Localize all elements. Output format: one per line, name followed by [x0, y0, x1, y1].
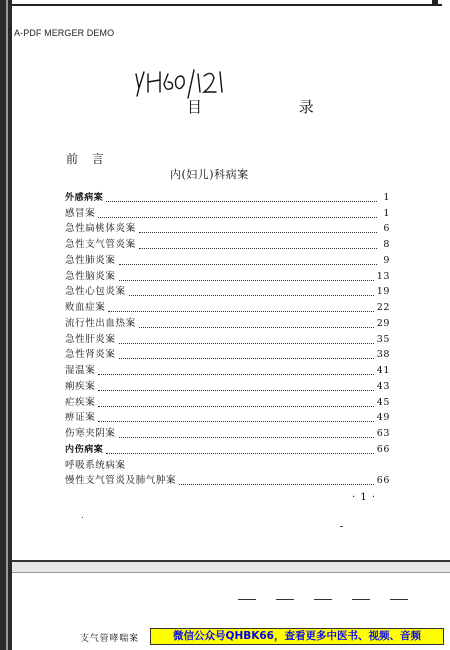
toc-label: 急性心包炎案 [65, 286, 126, 298]
toc-row [65, 235, 390, 251]
toc-row [65, 267, 390, 283]
toc-label: 痹证案 [65, 412, 96, 424]
toc-label: 急性脑炎案 [65, 270, 116, 282]
toc-leader-dots [98, 390, 373, 391]
toc-label: 慢性支气管炎及肺气肿案 [65, 475, 177, 487]
toc-label: 呼吸系统病案 [65, 459, 126, 471]
toc-page-number: 49 [376, 412, 390, 424]
toc-label: 痢疾案 [65, 380, 96, 392]
preface-heading: 前 言 [66, 152, 109, 166]
toc-row [65, 298, 390, 314]
toc-row [65, 424, 390, 440]
toc-leader-dots [139, 232, 377, 233]
toc-page-number: 63 [376, 428, 390, 439]
toc-leader-dots [106, 453, 373, 454]
toc-row [65, 361, 390, 377]
toc-leader-dots [98, 406, 373, 407]
toc-label: 急性肾炎案 [65, 349, 116, 361]
page-number: · 1 · [352, 492, 377, 503]
toc-row [65, 220, 390, 236]
toc-leader-dots [108, 311, 373, 312]
toc-page-number: 19 [376, 286, 390, 298]
toc-label: 败血症案 [65, 302, 106, 313]
toc-label: 外感病案 [65, 192, 104, 203]
toc-leader-dots [98, 374, 373, 375]
page-break [12, 560, 450, 573]
toc-leader-dots [119, 358, 374, 359]
toc-row [65, 377, 390, 393]
toc-label: 疟疾案 [65, 396, 96, 408]
toc-leader-dots [119, 280, 374, 281]
ad-banner[interactable]: 微信公众号QHBK66，查看更多中医书、视频、音频 [150, 628, 444, 645]
next-page-entry: 支气管哮喘案 [80, 634, 139, 644]
watermark-text: A-PDF MERGER DEMO [14, 28, 115, 38]
toc-leader-dots [119, 437, 374, 438]
toc-label: 伤寒夹阴案 [65, 428, 116, 439]
toc-label: 急性肝炎案 [65, 333, 116, 345]
table-of-contents [65, 188, 390, 487]
toc-page-number: 1 [383, 207, 390, 219]
toc-label: 急性肺炎案 [65, 254, 116, 266]
toc-row [65, 409, 390, 425]
toc-leader-dots [139, 248, 377, 249]
toc-label: 湿温案 [65, 365, 96, 376]
toc-leader-dots [106, 201, 377, 202]
toc-label: 内伤病案 [65, 444, 104, 455]
page-corner-mark [432, 0, 438, 4]
page-top-rule [12, 4, 442, 6]
toc-section-row [65, 440, 390, 456]
toc-leader-dots [139, 327, 374, 328]
toc-row [65, 346, 390, 362]
toc-page-number: 38 [376, 349, 390, 361]
toc-page-number: 29 [376, 317, 390, 329]
toc-leader-dots [98, 421, 373, 422]
toc-page-number: 22 [376, 302, 390, 313]
toc-leader-dots [98, 217, 377, 218]
toc-label: 急性支气管炎案 [65, 239, 136, 250]
scan-left-edge [0, 0, 12, 650]
toc-page-number: 66 [376, 443, 390, 455]
scan-dashes [238, 585, 438, 587]
document-title: 目 录 [187, 98, 360, 116]
toc-page-number: 13 [376, 270, 390, 282]
toc-row [65, 330, 390, 346]
toc-row [65, 251, 390, 267]
toc-label: 感冒案 [65, 207, 96, 219]
toc-page-number: 43 [376, 380, 390, 392]
toc-row [65, 283, 390, 299]
toc-leader-dots [119, 343, 374, 344]
toc-page-number: 66 [376, 475, 390, 487]
toc-leader-dots [119, 264, 377, 265]
toc-page-number: 6 [383, 223, 390, 235]
toc-section-row [65, 188, 390, 204]
toc-leader-dots [129, 295, 374, 296]
toc-page-number: 8 [383, 239, 390, 250]
toc-page-number: 9 [383, 254, 390, 266]
toc-label: 流行性出血热案 [65, 317, 136, 329]
toc-label: 急性扁桃体炎案 [65, 223, 136, 235]
toc-row [65, 456, 390, 472]
scan-speck [340, 526, 343, 527]
toc-page-number: 1 [383, 191, 390, 203]
toc-page-number: 41 [376, 365, 390, 376]
toc-page-number: 45 [376, 396, 390, 408]
toc-row [65, 314, 390, 330]
toc-leader-dots [179, 484, 374, 485]
scan-speck [82, 517, 83, 518]
toc-row [65, 472, 390, 488]
toc-row [65, 204, 390, 220]
section-subtitle: 内(妇儿)科病案 [170, 168, 249, 181]
toc-row [65, 393, 390, 409]
toc-page-number: 35 [376, 333, 390, 345]
